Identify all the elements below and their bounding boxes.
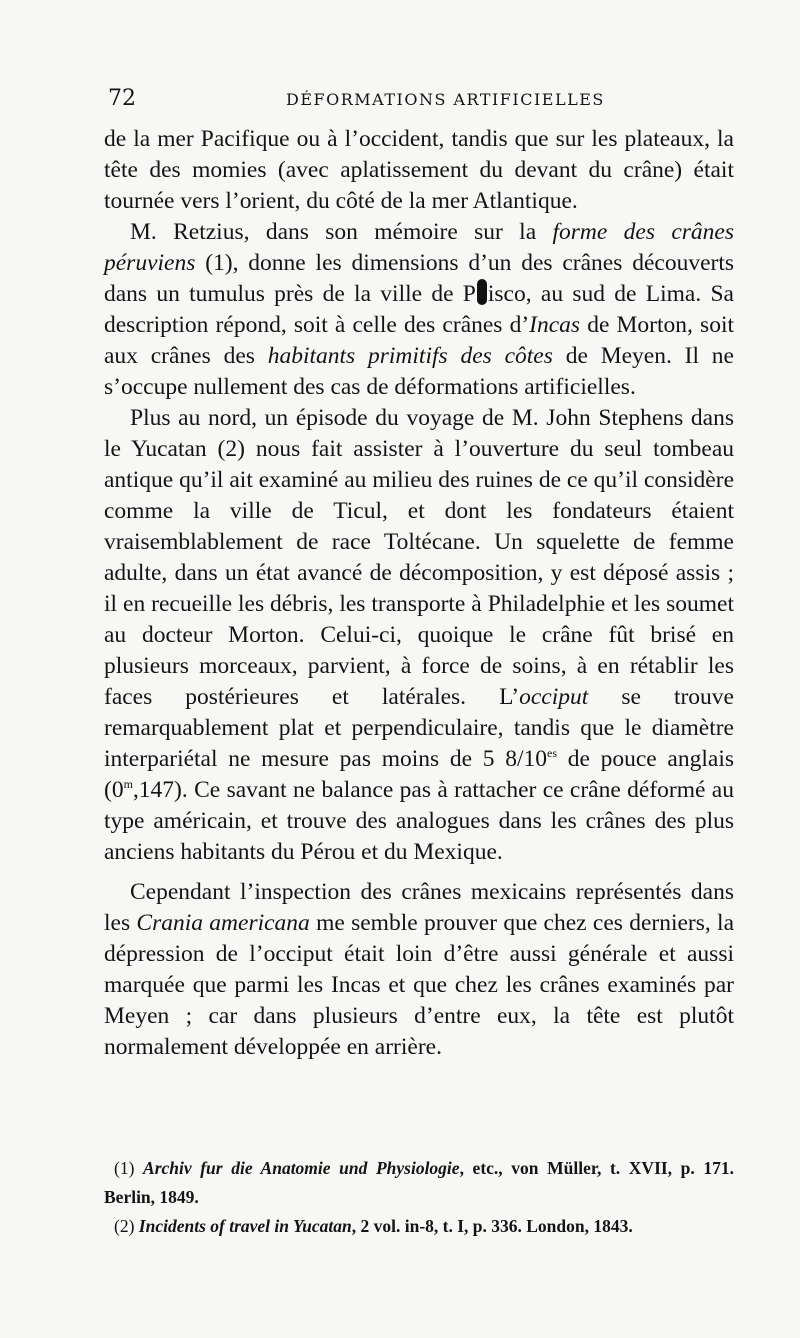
text-run: M. Retzius, dans son mémoire sur la [130,219,553,245]
text-run: Plus au nord, un épisode du voyage de M. John Stephens dans le Yucatan (2) nous fait assister à l’ouverture du seul tombeau antique qu’il ait examiné au milieu des ruines de ce qu’il considère comme la ville de Ticul, et dont les fondateurs étaient vraisemblablement de race Toltécane. Un squelette de femme adulte, dans un état avancé de décomposition, y est déposé assis ; il en recueille les débris, les transporte à Philadelphie et les soumet au docteur Morton. Celui-ci, quoique le crâne fût brisé en plusieurs morceaux, parvient, à force de soins, à en rétablir les faces postérieures et latérales. L’ [104,405,734,710]
italic-run: occiput [519,684,589,710]
text-run: me semble prouver que chez ces derniers, la dépression de l’occiput était loin d’être aussi générale et aussi marquée que parmi les Incas et que chez les crânes examinés par Meyen ; car dans plusieurs d’entre eux, la tête est plutôt normalement développée en arrière. [104,910,735,1060]
page-header [108,86,732,116]
page-number: 72 [108,86,136,111]
text-run: Cependant l’inspection des crânes mexicains représentés dans les [104,879,734,936]
text-run: de Meyen. Il ne s’occupe nullement des cas de déformations artificielles. [104,343,734,400]
footnotes [104,1154,734,1241]
paragraph-4 [104,877,734,1063]
footnote-2 [104,1212,734,1241]
text-run: de Morton, soit aux crânes des [104,312,734,369]
body-text [104,124,734,1063]
text-run: ,147). Ce savant ne balance pas à rattacher ce crâne déformé au type américain, et trouve des analogues dans les crânes des plus anciens habitants du Pérou et du Mexique. [104,777,734,865]
italic-run: Incas [529,312,581,338]
text-run: se trouve remarquablement plat et perpendiculaire, tandis que le diamètre interpariétal ne mesure pas moins de 5 8/10 [104,684,734,772]
paragraph-2 [104,217,734,403]
superscript: es [547,746,558,761]
text-run: isco, au sud de Lima. Sa description répond, soit à celle des crânes d’ [104,281,734,338]
paragraph-3 [104,403,734,868]
footnote-mark: (2) [114,1216,139,1236]
footnote-1 [104,1154,734,1212]
ink-blot [477,279,487,305]
text-run: de pouce anglais (0 [104,746,734,803]
text-run: (1), donne les dimensions d’un des crânes découverts dans un tumulus près de la ville de P [104,250,734,307]
footnote-text: , etc., von Müller, t. XVII, p. 171. Berlin, 1849. [104,1158,734,1207]
italic-run: habitants primitifs des côtes [267,343,553,369]
superscript: m [123,777,133,792]
running-title: DÉFORMATIONS ARTIFICIELLES [286,90,605,109]
italic-run: Crania americana [136,910,310,936]
italic-run: forme des crânes péruviens [104,219,734,276]
footnote-mark: (1) [114,1158,144,1178]
footnote-title: Incidents of travel in Yucatan [138,1216,352,1236]
footnote-title: Archiv fur die Anatomie und Physiologie [143,1158,460,1178]
footnote-text: , 2 vol. in-8, t. I, p. 336. London, 1843. [351,1216,633,1236]
paragraph-1: de la mer Pacifique ou à l’occident, tandis que sur les plateaux, la tête des momies (avec aplatissement du devant du crâne) était tournée vers l’orient, du côté de la mer Atlantique. [104,126,734,214]
